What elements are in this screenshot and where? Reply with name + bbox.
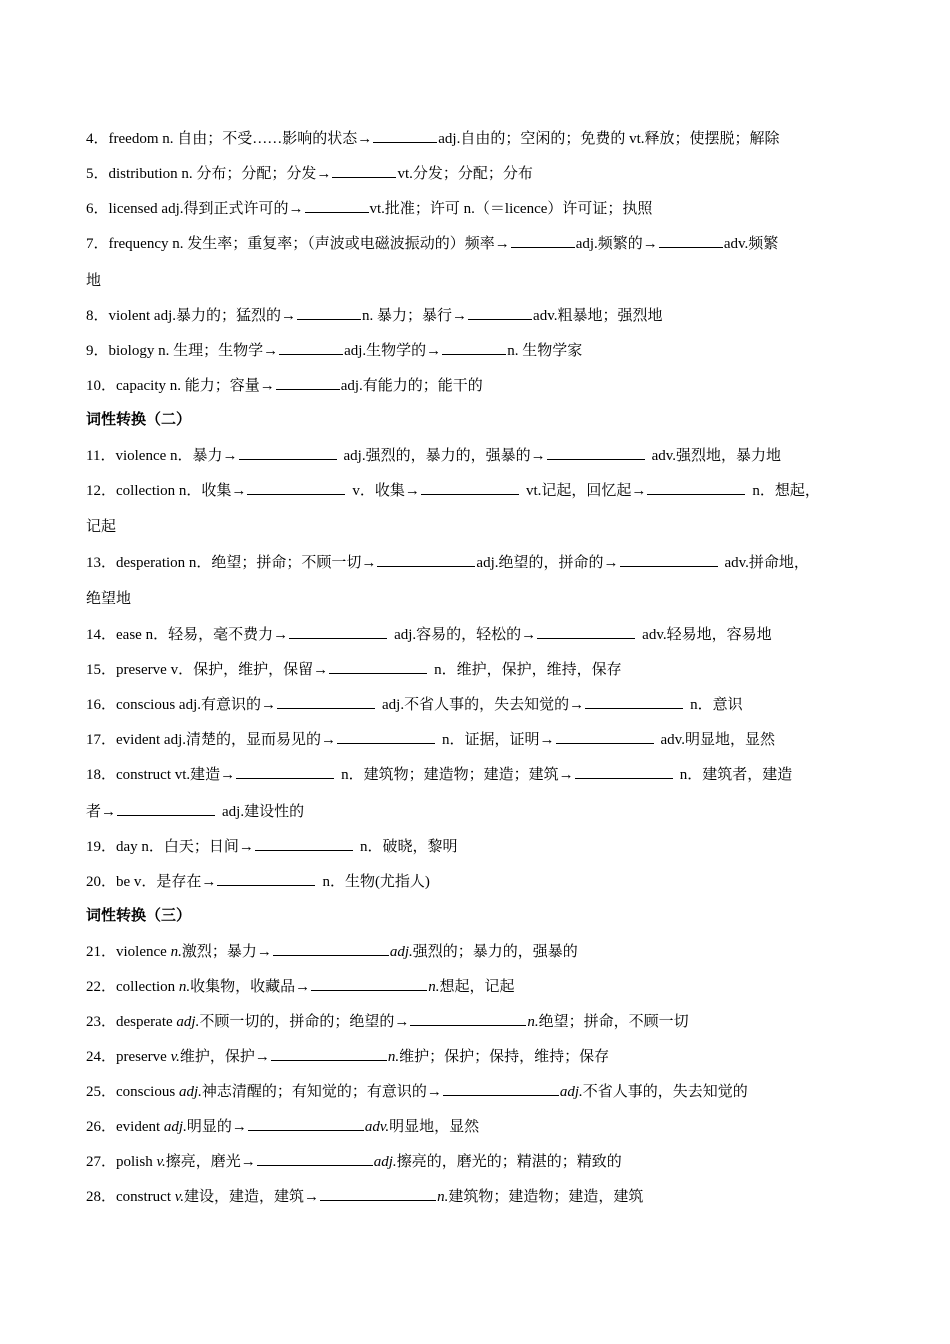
item-11: 11．violence n．暴力→ adj.强烈的，暴力的，强暴的→ adv.强烈地，暴力地 bbox=[86, 445, 781, 465]
answer-blank[interactable] bbox=[575, 764, 673, 779]
answer-blank[interactable] bbox=[547, 445, 645, 460]
answer-blank[interactable] bbox=[277, 694, 375, 709]
answer-blank[interactable] bbox=[311, 976, 427, 991]
answer-blank[interactable] bbox=[273, 941, 389, 956]
item-7: 7．frequency n. 发生率；重复率；（声波或电磁波振动的）频率→ adj.频繁的→ adv.频繁 bbox=[86, 233, 778, 253]
item-7-continued: 地 bbox=[86, 273, 102, 289]
answer-blank[interactable] bbox=[276, 375, 340, 390]
item-13: 13．desperation n．绝望；拼命；不顾一切→ adj.绝望的，拼命的→ adv.拼命地， bbox=[86, 552, 809, 572]
answer-blank[interactable] bbox=[117, 801, 215, 816]
item-13-continued: 绝望地 bbox=[86, 591, 132, 607]
answer-blank[interactable] bbox=[620, 552, 718, 567]
answer-blank[interactable] bbox=[373, 128, 437, 143]
item-28: 28．construct v.建设，建造，建筑→ n.建筑物；建造物；建造，建筑 bbox=[86, 1186, 643, 1206]
answer-blank[interactable] bbox=[556, 729, 654, 744]
answer-blank[interactable] bbox=[271, 1046, 387, 1061]
answer-blank[interactable] bbox=[255, 836, 353, 851]
answer-blank[interactable] bbox=[297, 305, 361, 320]
answer-blank[interactable] bbox=[279, 340, 343, 355]
answer-blank[interactable] bbox=[329, 659, 427, 674]
answer-blank[interactable] bbox=[332, 163, 396, 178]
item-27: 27．polish v.擦亮，磨光→ adj.擦亮的，磨光的；精湛的；精致的 bbox=[86, 1151, 622, 1171]
item-25: 25．conscious adj.神志清醒的；有知觉的；有意识的→ adj.不省人事的，失去知觉的 bbox=[86, 1081, 748, 1101]
section-heading-2: 词性转换（二） bbox=[86, 412, 192, 428]
item-6: 6．licensed adj.得到正式许可的→ vt.批准；许可 n.（＝licence）许可证；执照 bbox=[86, 198, 652, 218]
answer-blank[interactable] bbox=[377, 552, 475, 567]
item-12: 12．collection n．收集→ v．收集→ vt.记起，回忆起→ n．想起， bbox=[86, 480, 820, 500]
answer-blank[interactable] bbox=[511, 233, 575, 248]
item-9: 9．biology n. 生理；生物学→ adj.生物学的→ n. 生物学家 bbox=[86, 340, 582, 360]
answer-blank[interactable] bbox=[647, 480, 745, 495]
item-17: 17．evident adj.清楚的，显而易见的→ n．证据，证明→ adv.明显地，显然 bbox=[86, 729, 775, 749]
item-15: 15．preserve v．保护，维护，保留→ n．维护，保护，维持，保存 bbox=[86, 659, 622, 679]
answer-blank[interactable] bbox=[320, 1186, 436, 1201]
item-5: 5．distribution n. 分布；分配；分发→ vt.分发；分配；分布 bbox=[86, 163, 533, 183]
answer-blank[interactable] bbox=[305, 198, 369, 213]
answer-blank[interactable] bbox=[257, 1151, 373, 1166]
answer-blank[interactable] bbox=[442, 340, 506, 355]
answer-blank[interactable] bbox=[537, 624, 635, 639]
item-4: 4．freedom n. 自由；不受……影响的状态→ adj.自由的；空闲的；免费的 vt.释放；使摆脱；解除 bbox=[86, 128, 780, 148]
item-18: 18．construct vt.建造→ n．建筑物；建造物；建造；建筑→ n．建筑者，建造 bbox=[86, 764, 792, 784]
item-24: 24．preserve v.维护，保护→ n.维护；保护；保持，维持；保存 bbox=[86, 1046, 609, 1066]
item-21: 21．violence n.激烈；暴力→ adj.强烈的；暴力的，强暴的 bbox=[86, 941, 578, 961]
item-23: 23．desperate adj.不顾一切的，拼命的；绝望的→ n.绝望；拼命，不顾一切 bbox=[86, 1011, 689, 1031]
answer-blank[interactable] bbox=[421, 480, 519, 495]
item-26: 26．evident adj.明显的→ adv.明显地，显然 bbox=[86, 1116, 479, 1136]
section-heading-3: 词性转换（三） bbox=[86, 908, 192, 924]
item-8: 8．violent adj.暴力的；猛烈的→ n. 暴力；暴行→ adv.粗暴地；强烈地 bbox=[86, 305, 662, 325]
item-16: 16．conscious adj.有意识的→ adj.不省人事的，失去知觉的→ n．意识 bbox=[86, 694, 743, 714]
answer-blank[interactable] bbox=[410, 1011, 526, 1026]
answer-blank[interactable] bbox=[236, 764, 334, 779]
answer-blank[interactable] bbox=[468, 305, 532, 320]
answer-blank[interactable] bbox=[239, 445, 337, 460]
answer-blank[interactable] bbox=[443, 1081, 559, 1096]
item-10: 10．capacity n. 能力；容量→ adj.有能力的；能干的 bbox=[86, 375, 483, 395]
item-22: 22．collection n.收集物，收藏品→ n.想起，记起 bbox=[86, 976, 514, 996]
item-14: 14．ease n．轻易，毫不费力→ adj.容易的，轻松的→ adv.轻易地，容易地 bbox=[86, 624, 772, 644]
item-12-continued: 记起 bbox=[86, 519, 117, 535]
answer-blank[interactable] bbox=[337, 729, 435, 744]
answer-blank[interactable] bbox=[289, 624, 387, 639]
answer-blank[interactable] bbox=[659, 233, 723, 248]
answer-blank[interactable] bbox=[585, 694, 683, 709]
answer-blank[interactable] bbox=[217, 871, 315, 886]
answer-blank[interactable] bbox=[248, 1116, 364, 1131]
item-20: 20．be v．是存在→ n．生物(尤指人) bbox=[86, 871, 430, 891]
item-18-continued: 者→ adj.建设性的 bbox=[86, 801, 304, 821]
item-19: 19．day n．白天；日间→ n．破晓，黎明 bbox=[86, 836, 457, 856]
answer-blank[interactable] bbox=[247, 480, 345, 495]
